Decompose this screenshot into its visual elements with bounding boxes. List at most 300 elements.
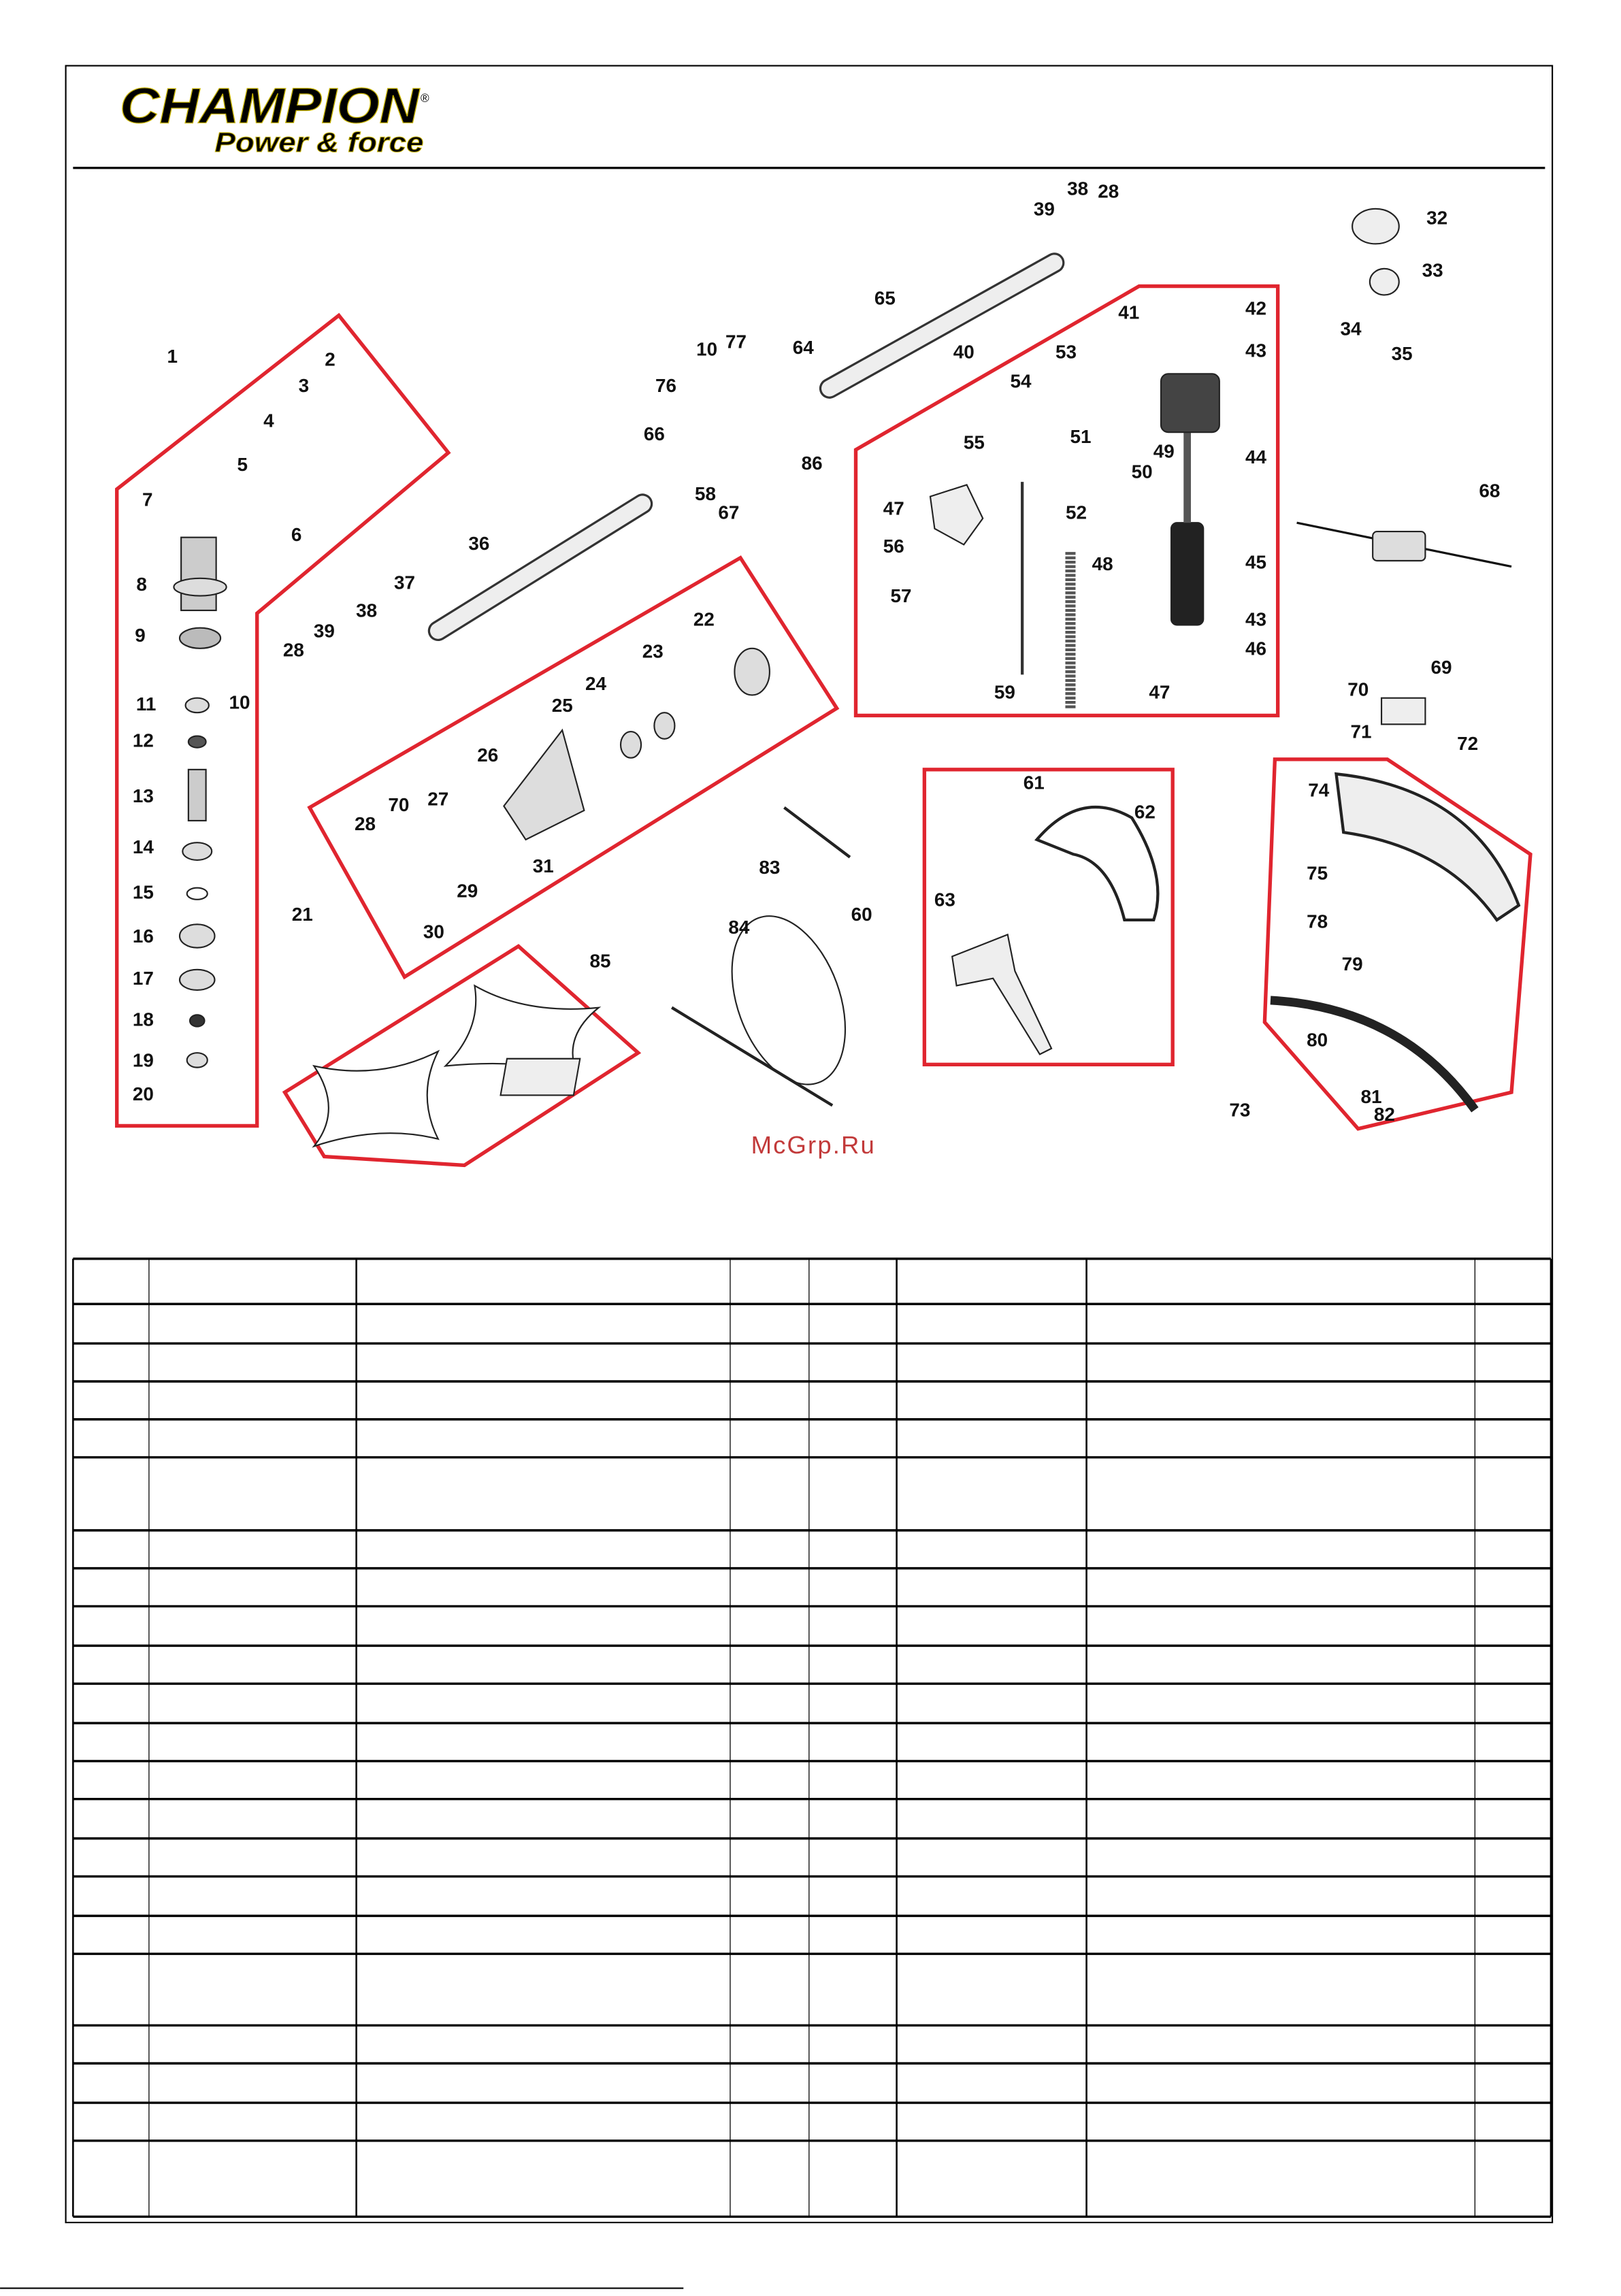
mount-71 <box>1381 698 1425 725</box>
table-cell <box>809 2025 897 2063</box>
table-cell <box>73 2025 149 2063</box>
part-label-64: 64 <box>792 337 814 359</box>
table-cell <box>73 1343 149 1381</box>
part-label-71: 71 <box>1350 721 1372 742</box>
table-cell <box>1475 1458 1551 1530</box>
table-cell <box>1475 1420 1551 1458</box>
table-cell <box>149 2025 357 2063</box>
table-cell <box>809 2141 897 2217</box>
clamp-33 <box>1370 269 1399 295</box>
part-label-58: 58 <box>694 482 717 504</box>
table-cell <box>73 2141 149 2217</box>
table-cell <box>149 1569 357 1607</box>
table-cell <box>809 1606 897 1645</box>
part-label-10: 10 <box>229 691 250 713</box>
table-cell <box>73 1530 149 1569</box>
part-label-52: 52 <box>1066 502 1087 523</box>
table-cell <box>897 1530 1087 1569</box>
table-cell <box>809 1839 897 1877</box>
part-label-43: 43 <box>1245 608 1266 630</box>
part-label-8: 8 <box>136 573 147 595</box>
table-cell <box>1087 1569 1475 1607</box>
part-label-32: 32 <box>1426 207 1448 229</box>
table-cell <box>1087 2063 1475 2103</box>
table-cell <box>357 1761 730 1799</box>
part-label-26: 26 <box>477 744 499 766</box>
logo-brand: CHAMPION <box>120 78 421 134</box>
watermark: McGrp.Ru <box>751 1131 876 1160</box>
table-cell <box>1087 1645 1475 1684</box>
table-cell <box>73 1916 149 1954</box>
part-label-1: 1 <box>167 346 178 367</box>
part-label-54: 54 <box>1010 370 1032 392</box>
part-label-44: 44 <box>1245 446 1266 468</box>
table-cell <box>1475 1606 1551 1645</box>
table-cell <box>357 1684 730 1723</box>
table-cell <box>897 2141 1087 2217</box>
table-cell <box>1087 1343 1475 1381</box>
part-label-47: 47 <box>883 497 904 519</box>
table-cell <box>357 2063 730 2103</box>
part-label-11: 11 <box>135 693 157 715</box>
table-cell <box>809 1259 897 1305</box>
part-label-39: 39 <box>313 620 335 642</box>
part-label-68: 68 <box>1479 480 1501 502</box>
part-label-85: 85 <box>589 950 611 972</box>
bracket-47 <box>930 485 983 544</box>
part-label-13: 13 <box>132 785 154 807</box>
table-cell <box>149 1876 357 1916</box>
table-cell <box>1475 1916 1551 1954</box>
table-cell <box>1475 1304 1551 1343</box>
part-label-12: 12 <box>132 729 154 751</box>
part-label-83: 83 <box>759 857 781 879</box>
blade-85a <box>314 1051 438 1146</box>
table-cell <box>1087 1606 1475 1645</box>
table-cell <box>1475 1761 1551 1799</box>
part-label-73: 73 <box>1229 1099 1251 1121</box>
table-cell <box>1087 2103 1475 2141</box>
table-cell <box>1087 2141 1475 2217</box>
table-cell <box>809 1684 897 1723</box>
table-cell <box>73 1304 149 1343</box>
table-cell <box>730 1916 809 1954</box>
part-label-31: 31 <box>532 855 554 877</box>
table-cell <box>73 1569 149 1607</box>
table-cell <box>149 1761 357 1799</box>
throttle-housing-42 <box>1161 374 1219 432</box>
table-cell <box>1087 1876 1475 1916</box>
table-cell <box>1087 1304 1475 1343</box>
table-cell <box>1475 1954 1551 2025</box>
table-cell <box>357 1304 730 1343</box>
table-cell <box>149 1420 357 1458</box>
part-label-38: 38 <box>356 600 378 621</box>
table-cell <box>809 1343 897 1381</box>
part-label-55: 55 <box>963 431 985 453</box>
part-label-27: 27 <box>427 788 449 810</box>
table-cell <box>809 1420 897 1458</box>
part-label-22: 22 <box>693 608 715 630</box>
loop-handle-62 <box>1037 807 1158 920</box>
table-cell <box>1475 1684 1551 1723</box>
part-label-28: 28 <box>355 813 376 834</box>
part-label-16: 16 <box>132 925 154 947</box>
table-cell <box>149 2103 357 2141</box>
table-cell <box>149 1259 357 1305</box>
part-label-60: 60 <box>851 903 872 925</box>
part-label-46: 46 <box>1245 638 1266 659</box>
table-cell <box>1475 2103 1551 2141</box>
part-label-67: 67 <box>718 502 740 523</box>
table-cell <box>809 1916 897 1954</box>
part-label-65: 65 <box>874 287 896 309</box>
flange-9 <box>180 628 220 649</box>
table-cell <box>897 1569 1087 1607</box>
table-cell <box>149 1606 357 1645</box>
table-cell <box>897 1684 1087 1723</box>
table-cell <box>1087 1259 1475 1305</box>
table-cell <box>730 1761 809 1799</box>
table-cell <box>897 1606 1087 1645</box>
guard-74 <box>1337 774 1519 920</box>
part-label-53: 53 <box>1055 341 1077 363</box>
table-cell <box>897 1799 1087 1839</box>
table-cell <box>357 1381 730 1420</box>
table-cell <box>730 1381 809 1420</box>
table-cell <box>357 1954 730 2025</box>
table-cell <box>1087 1761 1475 1799</box>
table-cell <box>1475 1569 1551 1607</box>
tie-83 <box>784 808 850 857</box>
clutch-drum-22 <box>734 649 770 695</box>
part-label-57: 57 <box>890 585 912 607</box>
table-cell <box>1087 2025 1475 2063</box>
table-cell <box>897 1645 1087 1684</box>
table-cell <box>149 1799 357 1839</box>
trimmer-head-68 <box>1297 523 1511 566</box>
bearings-24 <box>621 712 674 758</box>
table-cell <box>149 1530 357 1569</box>
table-cell <box>73 2063 149 2103</box>
part-label-40: 40 <box>953 341 975 363</box>
part-label-45: 45 <box>1245 551 1266 573</box>
part-label-49: 49 <box>1153 440 1175 462</box>
parts-table <box>73 1259 1551 2217</box>
table-cell <box>357 1723 730 1761</box>
table-cell <box>897 1458 1087 1530</box>
table-cell <box>1475 1530 1551 1569</box>
part-label-70: 70 <box>388 793 410 815</box>
part-label-84: 84 <box>728 917 750 938</box>
table-cell <box>1087 1381 1475 1420</box>
part-label-76: 76 <box>655 375 677 397</box>
champion-logo <box>120 78 429 158</box>
table-cell <box>149 1458 357 1530</box>
table-cell <box>897 1420 1087 1458</box>
clutch-housing-26 <box>504 730 584 840</box>
table-cell <box>1087 1420 1475 1458</box>
table-cell <box>1087 1723 1475 1761</box>
part-label-63: 63 <box>934 889 955 911</box>
table-cell <box>1475 1645 1551 1684</box>
table-cell <box>730 2103 809 2141</box>
table-cell <box>897 1876 1087 1916</box>
table-cell <box>730 1259 809 1305</box>
harness-bar-84 <box>672 1008 832 1106</box>
table-cell <box>809 1381 897 1420</box>
table-cell <box>73 1684 149 1723</box>
table-cell <box>897 1954 1087 2025</box>
table-cell <box>809 1876 897 1916</box>
table-cell <box>897 2063 1087 2103</box>
table-cell <box>1475 2141 1551 2217</box>
part-label-3: 3 <box>298 375 310 397</box>
eyelet-32 <box>1352 209 1399 244</box>
part-label-23: 23 <box>642 640 664 662</box>
part-label-41: 41 <box>1118 301 1140 323</box>
table-cell <box>149 2141 357 2217</box>
part-label-20: 20 <box>132 1083 154 1104</box>
table-cell <box>809 1458 897 1530</box>
group-outline-clutch <box>310 558 837 977</box>
part-label-77: 77 <box>725 331 747 352</box>
table-cell <box>73 1799 149 1839</box>
table-cell <box>357 2025 730 2063</box>
table-cell <box>73 1381 149 1420</box>
table-cell <box>730 1954 809 2025</box>
table-cell <box>149 1684 357 1723</box>
part-label-18: 18 <box>132 1008 154 1030</box>
table-cell <box>1087 1458 1475 1530</box>
table-cell <box>73 1645 149 1684</box>
table-cell <box>357 1458 730 1530</box>
part-label-69: 69 <box>1430 657 1452 678</box>
table-cell <box>149 1381 357 1420</box>
part-label-17: 17 <box>132 968 154 989</box>
table-cell <box>1087 1684 1475 1723</box>
table-cell <box>1475 1876 1551 1916</box>
table-cell <box>357 1259 730 1305</box>
part-label-61: 61 <box>1023 772 1045 793</box>
table-cell <box>730 1420 809 1458</box>
table-cell <box>1475 1259 1551 1305</box>
table-cell <box>897 1381 1087 1420</box>
table-cell <box>730 1606 809 1645</box>
table-cell <box>357 1606 730 1645</box>
table-cell <box>809 1530 897 1569</box>
table-cell <box>809 1723 897 1761</box>
table-cell <box>149 2063 357 2103</box>
spindle-stack <box>180 698 215 1068</box>
table-cell <box>897 1343 1087 1381</box>
table-cell <box>730 1839 809 1877</box>
table-cell <box>730 1569 809 1607</box>
table-cell <box>897 1723 1087 1761</box>
part-label-50: 50 <box>1131 461 1153 482</box>
table-cell <box>1475 1839 1551 1877</box>
table-cell <box>1087 1530 1475 1569</box>
table-cell <box>809 1304 897 1343</box>
table-cell <box>149 1645 357 1684</box>
table-cell <box>73 1606 149 1645</box>
gear-head-body <box>181 538 216 610</box>
part-label-5: 5 <box>237 453 248 475</box>
gear-head-flange <box>174 578 226 596</box>
part-label-66: 66 <box>643 423 665 444</box>
harness-pad-84 <box>501 1059 580 1096</box>
table-cell <box>730 1343 809 1381</box>
part-label-29: 29 <box>457 880 478 902</box>
table-cell <box>730 1458 809 1530</box>
table-cell <box>730 1723 809 1761</box>
table-cell <box>730 1530 809 1569</box>
table-cell <box>357 2103 730 2141</box>
table-cell <box>730 1799 809 1839</box>
table-cell <box>357 1839 730 1877</box>
part-label-14: 14 <box>132 836 154 858</box>
table-cell <box>73 1723 149 1761</box>
table-cell <box>897 1916 1087 1954</box>
table-cell <box>730 1684 809 1723</box>
part-label-81: 81 <box>1360 1086 1382 1108</box>
table-cell <box>809 1954 897 2025</box>
table-cell <box>897 2103 1087 2141</box>
part-label-37: 37 <box>393 572 415 593</box>
table-cell <box>149 1839 357 1877</box>
table-cell <box>730 1876 809 1916</box>
table-cell <box>73 1420 149 1458</box>
table-cell <box>809 1761 897 1799</box>
part-label-78: 78 <box>1307 911 1328 932</box>
part-label-39: 39 <box>1033 198 1055 220</box>
table-cell <box>149 1304 357 1343</box>
part-label-51: 51 <box>1070 426 1092 448</box>
part-label-86: 86 <box>801 452 823 474</box>
part-label-30: 30 <box>423 921 444 942</box>
part-label-25: 25 <box>551 694 573 716</box>
part-label-59: 59 <box>994 681 1015 703</box>
part-label-47: 47 <box>1149 681 1170 703</box>
table-cell <box>809 2063 897 2103</box>
part-label-21: 21 <box>291 903 313 925</box>
part-label-34: 34 <box>1340 318 1362 340</box>
part-label-56: 56 <box>883 536 904 557</box>
part-label-19: 19 <box>132 1049 154 1071</box>
part-label-2: 2 <box>325 348 335 370</box>
part-label-15: 15 <box>132 881 154 903</box>
table-cell <box>1087 1799 1475 1839</box>
table-cell <box>73 2103 149 2141</box>
table-cell <box>357 1645 730 1684</box>
table-cell <box>1475 1343 1551 1381</box>
table-cell <box>357 1916 730 1954</box>
drive-shaft-tube-65-fill <box>830 263 1054 389</box>
table-cell <box>897 1304 1087 1343</box>
part-label-10: 10 <box>696 338 718 360</box>
table-cell <box>73 1458 149 1530</box>
drive-shaft-tube-36-fill <box>438 504 642 631</box>
table-cell <box>730 2063 809 2103</box>
table-cell <box>149 1723 357 1761</box>
table-cell <box>357 2141 730 2217</box>
part-label-28: 28 <box>1098 180 1119 202</box>
table-cell <box>897 1839 1087 1877</box>
table-cell <box>897 1259 1087 1305</box>
part-label-80: 80 <box>1307 1029 1328 1051</box>
table-cell <box>1475 2063 1551 2103</box>
table-cell <box>809 2103 897 2141</box>
table-cell <box>73 1876 149 1916</box>
table-cell <box>357 1343 730 1381</box>
table-cell <box>73 1839 149 1877</box>
part-label-28: 28 <box>282 639 304 661</box>
part-label-35: 35 <box>1391 342 1413 364</box>
logo-registered: ® <box>421 91 429 105</box>
part-label-72: 72 <box>1457 732 1479 754</box>
logo-tagline: Power & force <box>214 127 424 159</box>
table-cell <box>1087 1954 1475 2025</box>
table-cell <box>809 1569 897 1607</box>
table-cell <box>357 1799 730 1839</box>
table-cell <box>730 1645 809 1684</box>
table-cell <box>1087 1916 1475 1954</box>
throttle-grip-45 <box>1171 523 1203 625</box>
table-cell <box>357 1530 730 1569</box>
loop-clamp-63 <box>952 934 1051 1054</box>
table-cell <box>730 1304 809 1343</box>
part-label-7: 7 <box>142 489 153 510</box>
part-label-74: 74 <box>1308 779 1330 801</box>
table-cell <box>1475 1799 1551 1839</box>
group-outline-gear-head <box>117 316 448 1126</box>
part-label-33: 33 <box>1422 259 1443 281</box>
part-label-79: 79 <box>1341 953 1363 974</box>
part-label-43: 43 <box>1245 340 1266 361</box>
table-cell <box>897 2025 1087 2063</box>
table-cell <box>809 1645 897 1684</box>
table-cell <box>73 1761 149 1799</box>
table-cell <box>149 1954 357 2025</box>
part-label-4: 4 <box>263 410 274 431</box>
part-label-24: 24 <box>585 672 607 694</box>
table-cell <box>357 1569 730 1607</box>
table-cell <box>149 1916 357 1954</box>
table-cell <box>357 1876 730 1916</box>
table-cell <box>730 2025 809 2063</box>
part-label-6: 6 <box>291 523 302 545</box>
table-cell <box>73 1259 149 1305</box>
table-cell <box>1475 2025 1551 2063</box>
part-label-9: 9 <box>135 624 146 646</box>
table-cell <box>357 1420 730 1458</box>
part-label-75: 75 <box>1307 862 1328 884</box>
part-label-62: 62 <box>1134 801 1156 823</box>
table-cell <box>730 2141 809 2217</box>
table-cell <box>149 1343 357 1381</box>
part-label-82: 82 <box>1373 1103 1395 1125</box>
table-cell <box>809 1799 897 1839</box>
table-cell <box>1087 1839 1475 1877</box>
part-label-70: 70 <box>1347 678 1369 700</box>
part-label-42: 42 <box>1245 297 1266 319</box>
part-label-38: 38 <box>1067 178 1089 199</box>
table-cell <box>1475 1381 1551 1420</box>
part-label-36: 36 <box>468 532 490 554</box>
table-cell <box>1475 1723 1551 1761</box>
part-label-48: 48 <box>1092 553 1113 574</box>
table-cell <box>73 1954 149 2025</box>
